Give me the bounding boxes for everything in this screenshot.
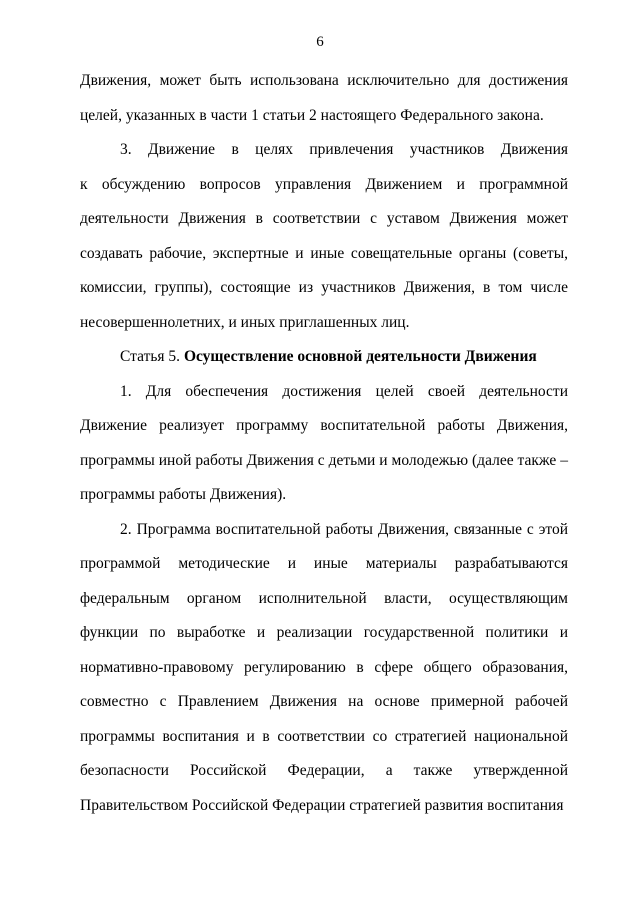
text-line: комиссии, группы), состоящие из участников Движения, в том числе (80, 279, 568, 296)
text-line: несовершеннолетних, и иных приглашенных лиц. (80, 313, 410, 331)
page-number: 6 (316, 34, 324, 50)
text-line: программы работы Движения). (80, 486, 287, 503)
text-line: деятельности Движения в соответствии с уставом Движения может (80, 210, 568, 227)
document-body (80, 64, 568, 823)
text-line: программы воспитания и в соответствии со стратегией национальной (80, 727, 568, 745)
text-line: 1. Для обеспечения достижения целей своей деятельности (120, 382, 568, 400)
text-line: функции по выработке и реализации государственной политики и (80, 624, 568, 641)
text-line: Правительством Российской Федерации стратегией развития воспитания (80, 796, 564, 814)
article-prefix: Статья 5. (120, 348, 184, 365)
article-heading (80, 340, 568, 375)
text-line: Движение реализует программу воспитательной работы Движения, (80, 417, 568, 434)
text-line: к обсуждению вопросов управления Движением и программной (80, 175, 568, 193)
article-title: Осуществление основной деятельности Движения (183, 348, 537, 365)
text-line: 2. Программа воспитательной работы Движения, связанные с этой (120, 520, 568, 538)
paragraphs-after-article (80, 375, 568, 824)
text-line: программой методические и иные материалы разрабатываются (80, 555, 568, 572)
text-line: 3. Движение в целях привлечения участников Движения (120, 141, 568, 158)
text-line: совместно с Правлением Движения на основе примерной рабочей (80, 693, 568, 710)
text-line: Движения, может быть использована исключительно для достижения (80, 72, 568, 89)
text-line: целей, указанных в части 1 статьи 2 настоящего Федерального закона. (80, 106, 544, 124)
paragraphs-before-article (80, 64, 568, 340)
text-line: нормативно-правовому регулированию в сфере общего образования, (80, 658, 568, 676)
text-line: программы иной работы Движения с детьми и молодежью (далее также – (80, 451, 568, 469)
text-line: безопасности Российской Федерации, а также утвержденной (80, 762, 568, 779)
text-line: федеральным органом исполнительной власти, осуществляющим (80, 589, 568, 607)
text-line: создавать рабочие, экспертные и иные совещательные органы (советы, (80, 244, 568, 262)
